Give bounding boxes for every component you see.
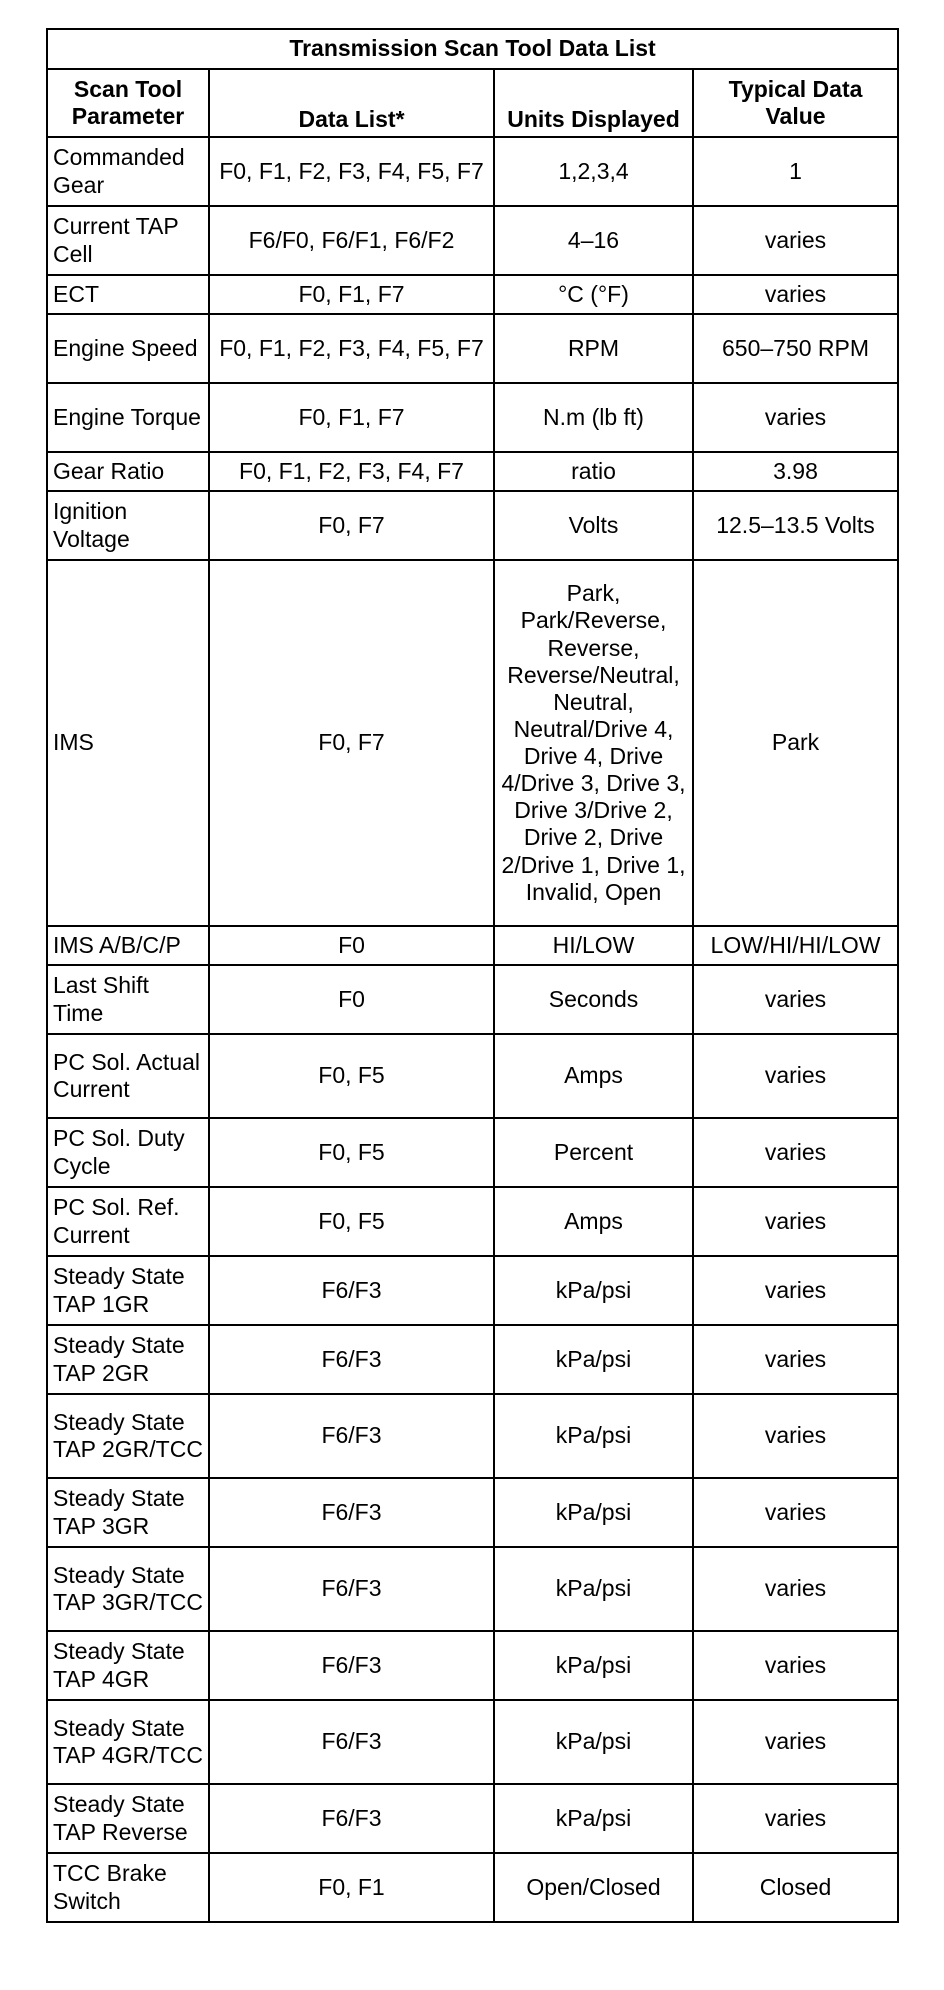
- param-cell: IMS: [47, 560, 209, 926]
- typical-value-cell: varies: [693, 275, 898, 314]
- param-cell: Commanded Gear: [47, 137, 209, 206]
- units-cell: RPM: [494, 314, 693, 383]
- table-row: [47, 275, 898, 314]
- typical-value-cell: varies: [693, 1478, 898, 1547]
- units-cell: kPa/psi: [494, 1478, 693, 1547]
- param-cell: Steady State TAP Reverse: [47, 1784, 209, 1853]
- units-cell: kPa/psi: [494, 1256, 693, 1325]
- units-cell: Amps: [494, 1187, 693, 1256]
- header-typical-data-value: Typical Data Value: [693, 69, 898, 137]
- param-cell: PC Sol. Duty Cycle: [47, 1118, 209, 1187]
- table-title: Transmission Scan Tool Data List: [47, 29, 898, 69]
- table-row: [47, 1631, 898, 1700]
- param-cell: IMS A/B/C/P: [47, 926, 209, 965]
- data-list-cell: F0, F1, F2, F3, F4, F7: [209, 452, 494, 491]
- units-cell: 1,2,3,4: [494, 137, 693, 206]
- typical-value-cell: varies: [693, 1394, 898, 1478]
- units-cell: °C (°F): [494, 275, 693, 314]
- table-row: [47, 926, 898, 965]
- units-cell: Volts: [494, 491, 693, 560]
- data-list-cell: F0, F1, F7: [209, 275, 494, 314]
- table-row: [47, 314, 898, 383]
- typical-value-cell: 1: [693, 137, 898, 206]
- table-row: [47, 560, 898, 926]
- param-cell: Steady State TAP 2GR: [47, 1325, 209, 1394]
- table-row: [47, 965, 898, 1034]
- data-list-cell: F6/F3: [209, 1700, 494, 1784]
- typical-value-cell: 3.98: [693, 452, 898, 491]
- typical-value-cell: varies: [693, 1187, 898, 1256]
- units-cell: ratio: [494, 452, 693, 491]
- typical-value-cell: varies: [693, 1784, 898, 1853]
- table-row: [47, 1325, 898, 1394]
- units-cell: N.m (lb ft): [494, 383, 693, 452]
- data-list-cell: F6/F3: [209, 1325, 494, 1394]
- typical-value-cell: Closed: [693, 1853, 898, 1922]
- table-row: [47, 491, 898, 560]
- units-cell: Amps: [494, 1034, 693, 1118]
- data-list-cell: F0, F1: [209, 1853, 494, 1922]
- param-cell: Engine Speed: [47, 314, 209, 383]
- param-cell: Steady State TAP 3GR/TCC: [47, 1547, 209, 1631]
- header-units-displayed: Units Displayed: [494, 69, 693, 137]
- param-cell: Engine Torque: [47, 383, 209, 452]
- param-cell: PC Sol. Ref. Current: [47, 1187, 209, 1256]
- table-row: [47, 1118, 898, 1187]
- typical-value-cell: 12.5–13.5 Volts: [693, 491, 898, 560]
- data-list-cell: F6/F3: [209, 1547, 494, 1631]
- table-row: [47, 137, 898, 206]
- param-cell: ECT: [47, 275, 209, 314]
- data-list-cell: F0, F5: [209, 1187, 494, 1256]
- header-row: [47, 69, 898, 137]
- typical-value-cell: varies: [693, 1631, 898, 1700]
- units-cell: kPa/psi: [494, 1394, 693, 1478]
- data-list-cell: F0, F5: [209, 1034, 494, 1118]
- typical-value-cell: varies: [693, 1256, 898, 1325]
- table-body: [47, 137, 898, 1922]
- typical-value-cell: varies: [693, 206, 898, 275]
- data-list-cell: F6/F0, F6/F1, F6/F2: [209, 206, 494, 275]
- param-cell: Steady State TAP 2GR/TCC: [47, 1394, 209, 1478]
- param-cell: Steady State TAP 3GR: [47, 1478, 209, 1547]
- table-row: [47, 383, 898, 452]
- units-cell: Percent: [494, 1118, 693, 1187]
- typical-value-cell: Park: [693, 560, 898, 926]
- table-row: [47, 1394, 898, 1478]
- table-row: [47, 1547, 898, 1631]
- data-list-cell: F0, F7: [209, 560, 494, 926]
- param-cell: Steady State TAP 4GR/TCC: [47, 1700, 209, 1784]
- data-list-cell: F0, F7: [209, 491, 494, 560]
- data-list-cell: F0: [209, 926, 494, 965]
- data-list-cell: F6/F3: [209, 1394, 494, 1478]
- data-list-cell: F6/F3: [209, 1478, 494, 1547]
- units-cell: Seconds: [494, 965, 693, 1034]
- data-list-cell: F0, F1, F2, F3, F4, F5, F7: [209, 137, 494, 206]
- data-list-cell: F0: [209, 965, 494, 1034]
- typical-value-cell: varies: [693, 1547, 898, 1631]
- table-row: [47, 452, 898, 491]
- data-list-cell: F6/F3: [209, 1256, 494, 1325]
- units-cell: Open/Closed: [494, 1853, 693, 1922]
- units-cell: kPa/psi: [494, 1700, 693, 1784]
- table-row: [47, 1700, 898, 1784]
- data-list-cell: F6/F3: [209, 1784, 494, 1853]
- units-cell: HI/LOW: [494, 926, 693, 965]
- param-cell: Gear Ratio: [47, 452, 209, 491]
- header-data-list: Data List*: [209, 69, 494, 137]
- typical-value-cell: LOW/HI/HI/LOW: [693, 926, 898, 965]
- param-cell: Ignition Voltage: [47, 491, 209, 560]
- scan-tool-data-table: [46, 28, 899, 1923]
- units-cell: 4–16: [494, 206, 693, 275]
- typical-value-cell: varies: [693, 1118, 898, 1187]
- param-cell: Current TAP Cell: [47, 206, 209, 275]
- table-row: [47, 1478, 898, 1547]
- param-cell: PC Sol. Actual Current: [47, 1034, 209, 1118]
- data-list-cell: F0, F1, F2, F3, F4, F5, F7: [209, 314, 494, 383]
- table-row: [47, 1784, 898, 1853]
- param-cell: TCC Brake Switch: [47, 1853, 209, 1922]
- units-cell: Park, Park/Reverse, Reverse, Reverse/Neutral, Neutral, Neutral/Drive 4, Drive 4, Drive 4/Drive 3, Drive 3, Drive 3/Drive 2, Drive 2, Drive 2/Drive 1, Drive 1, Invalid, Open: [494, 560, 693, 926]
- param-cell: Steady State TAP 4GR: [47, 1631, 209, 1700]
- typical-value-cell: varies: [693, 1325, 898, 1394]
- typical-value-cell: varies: [693, 383, 898, 452]
- typical-value-cell: 650–750 RPM: [693, 314, 898, 383]
- header-scan-tool-parameter: Scan Tool Parameter: [47, 69, 209, 137]
- data-list-cell: F0, F1, F7: [209, 383, 494, 452]
- typical-value-cell: varies: [693, 965, 898, 1034]
- param-cell: Steady State TAP 1GR: [47, 1256, 209, 1325]
- table-row: [47, 1187, 898, 1256]
- data-list-cell: F6/F3: [209, 1631, 494, 1700]
- table-row: [47, 1853, 898, 1922]
- units-cell: kPa/psi: [494, 1631, 693, 1700]
- data-list-cell: F0, F5: [209, 1118, 494, 1187]
- title-row: [47, 29, 898, 69]
- table-row: [47, 206, 898, 275]
- param-cell: Last Shift Time: [47, 965, 209, 1034]
- units-cell: kPa/psi: [494, 1784, 693, 1853]
- typical-value-cell: varies: [693, 1034, 898, 1118]
- typical-value-cell: varies: [693, 1700, 898, 1784]
- table-row: [47, 1256, 898, 1325]
- units-cell: kPa/psi: [494, 1325, 693, 1394]
- units-cell: kPa/psi: [494, 1547, 693, 1631]
- table-row: [47, 1034, 898, 1118]
